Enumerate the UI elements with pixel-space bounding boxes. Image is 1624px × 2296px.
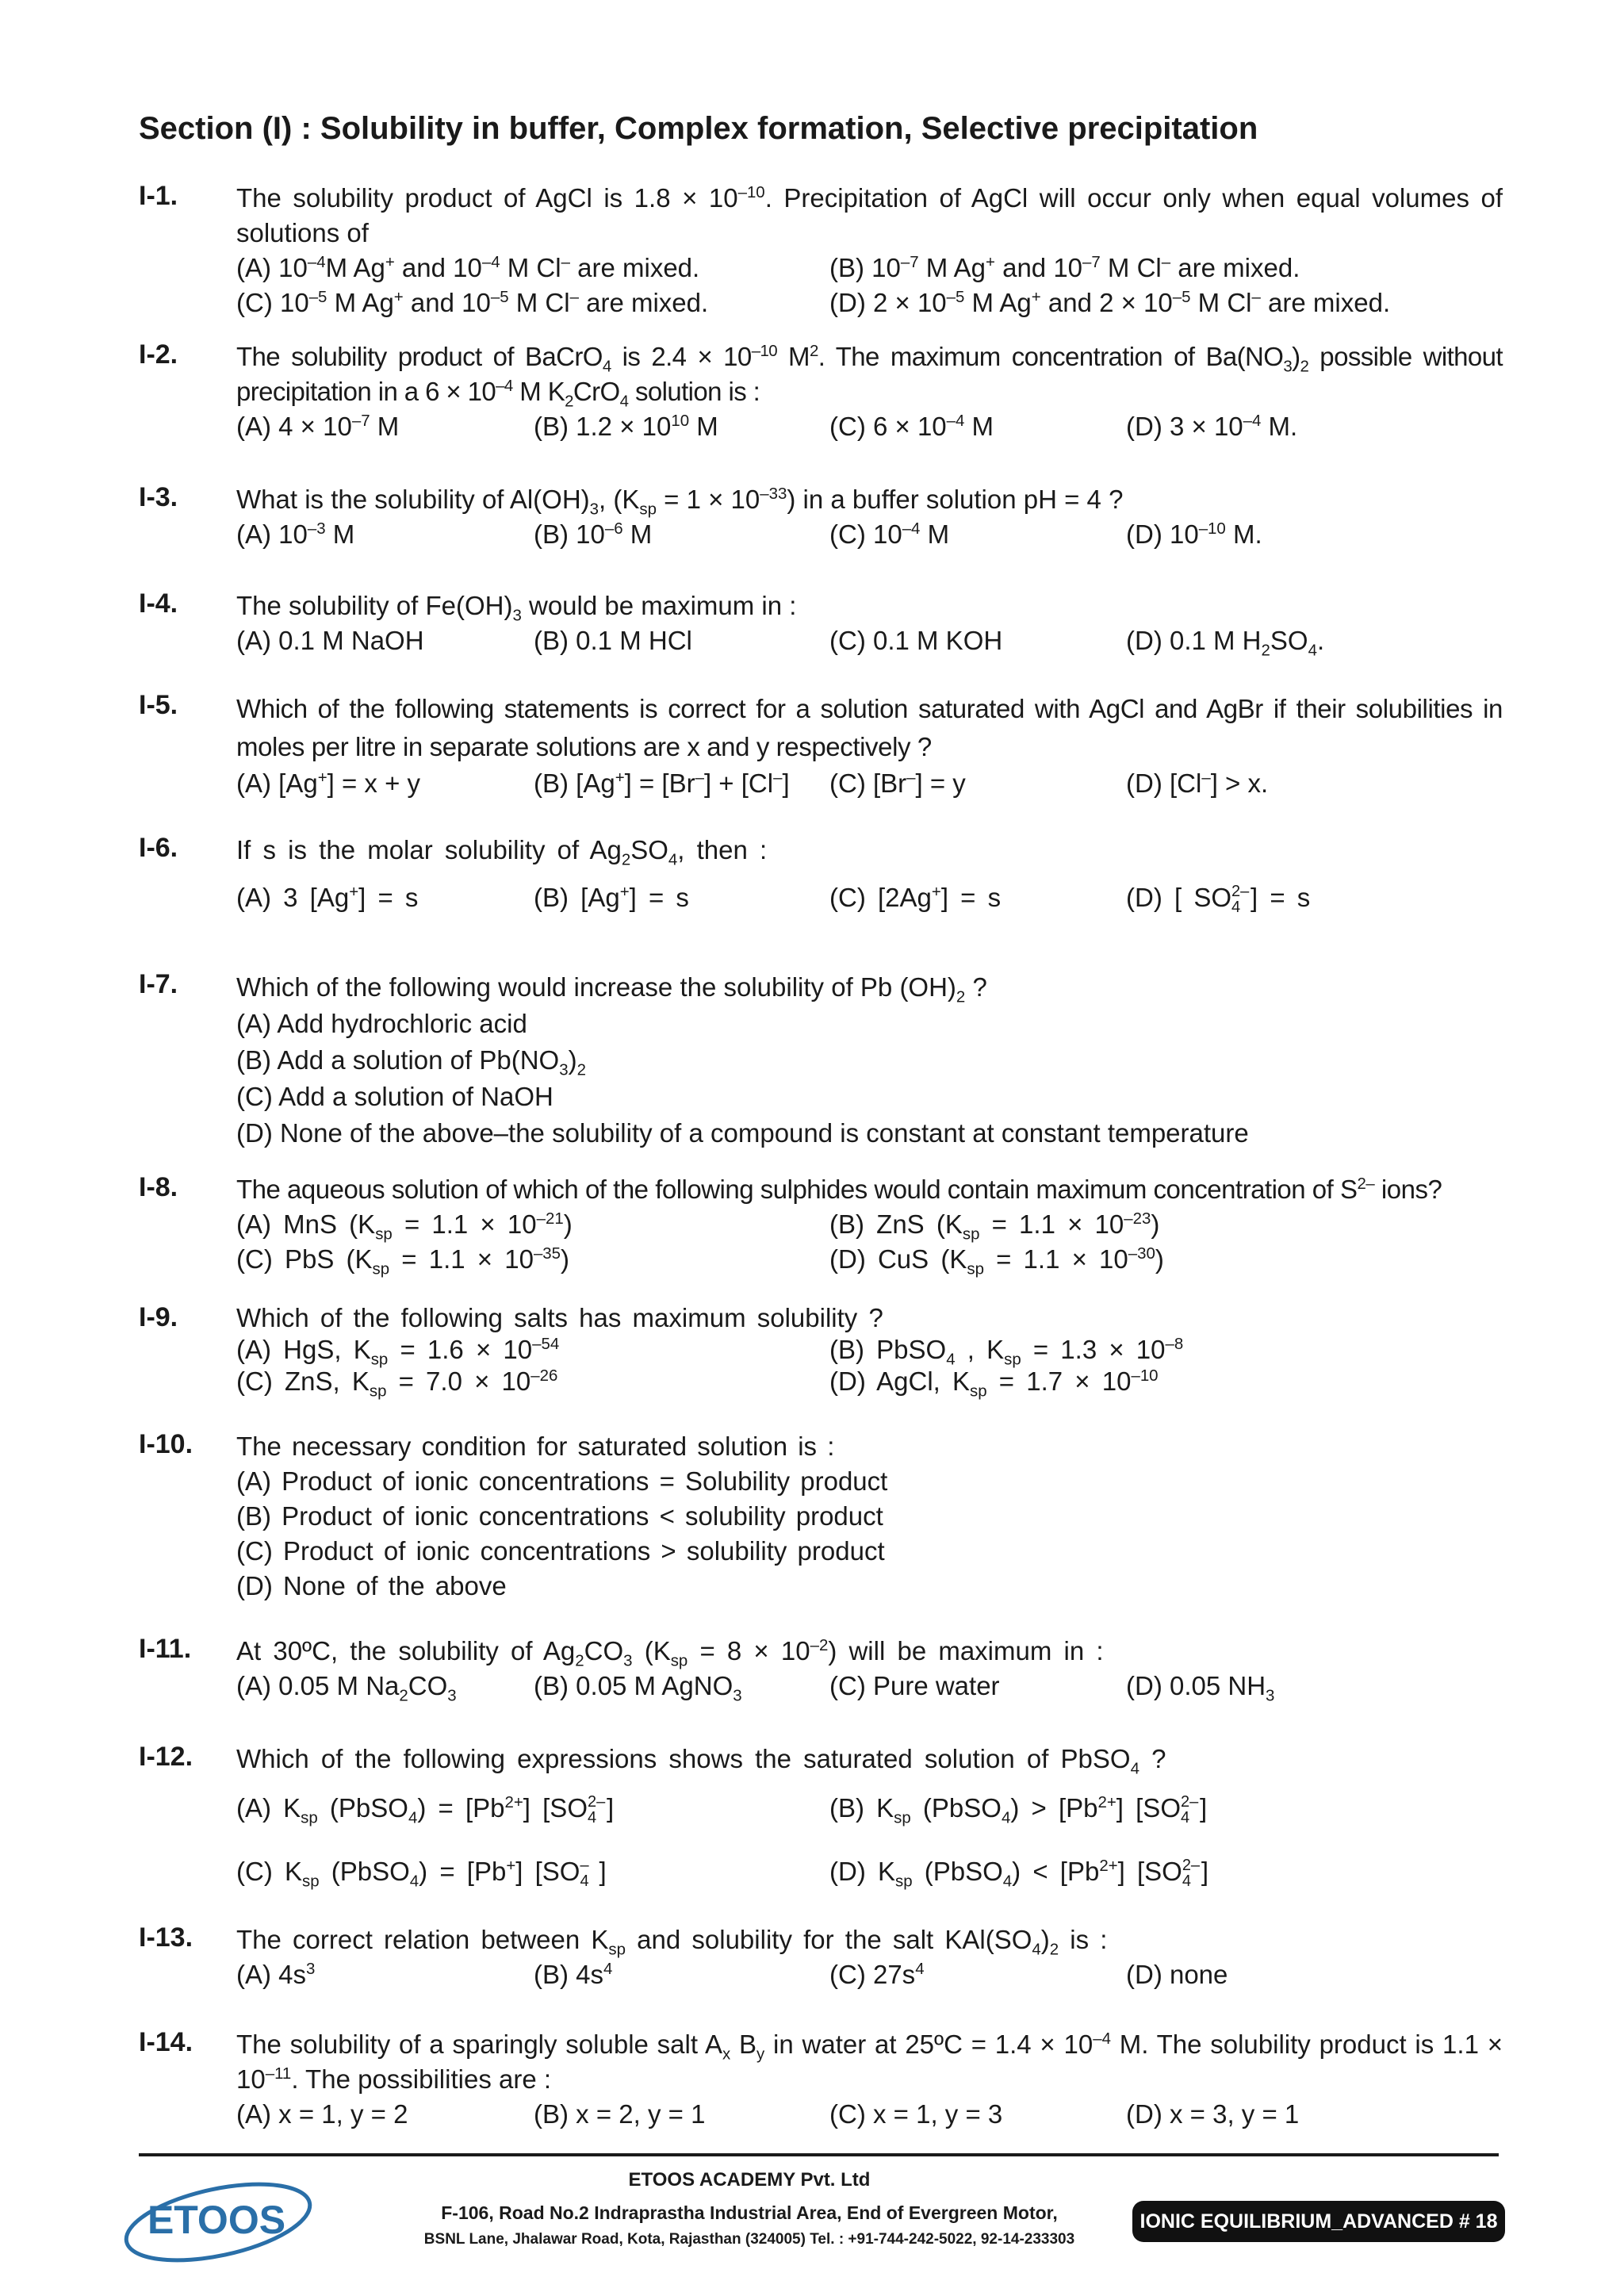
question-number: I-3. — [139, 482, 178, 512]
svg-text:ETOOS: ETOOS — [147, 2198, 286, 2242]
option-a: (A) 0.05 M $Na_2CO_3$ — [236, 1671, 457, 1705]
question-number: I-14. — [139, 2027, 193, 2057]
options-row — [236, 1854, 1503, 1889]
option-b: (B) [Ag+] = s — [534, 883, 689, 912]
option-a: (A) $10^{-4}M$ Ag+ and $10^{-4}$ M Cl– are mixed. — [236, 253, 700, 282]
option-b: (B) [Ag+] = [Br–] + [Cl–] — [534, 769, 790, 798]
question-body — [236, 2027, 1503, 2132]
option-c: (C) PbS $(K_{sp} = 1.1 \times 10^{-35})$ — [236, 1244, 570, 1278]
question-stem: The correct relation between $K_{sp}$ and solubility for the salt $KAl(SO_4)_2$ is : — [236, 1925, 1108, 1959]
option-b: (B) ZnS $(K_{sp} = 1.1 \times 10^{-23})$ — [829, 1209, 1160, 1244]
option-a: (A) HgS, $K_{sp} = 1.6 \times 10^{-54}$ — [236, 1335, 560, 1369]
option-d: (D) None of the above–the solubility of a compound is constant at constant temperature — [236, 1118, 1249, 1148]
option-a: (A) x = 1, y = 2 — [236, 2099, 408, 2129]
question-number: I-12. — [139, 1742, 193, 1772]
question-stem: The aqueous solution of which of the following sulphides would contain maximum concentration of $S^{2-}$ ions? — [236, 1175, 1442, 1204]
option-b: (B) $10^{-6}$ M — [534, 519, 653, 549]
question-body — [236, 339, 1503, 444]
question-stem: What is the solubility of $Al(OH)_3$, $(K_{sp} = 1 \times 10^{-33})$ in a buffer solution pH = 4 ? — [236, 485, 1124, 519]
question-number: I-7. — [139, 969, 178, 999]
footer-address-line1: F-106, Road No.2 Indraprastha Industrial Area, End of Evergreen Motor, — [441, 2202, 1058, 2223]
question-stem: The solubility product of BaCrO$_4$ is $2.4 \times 10^{-10}$ $M^2$. The maximum concentration of $Ba(NO_3)_2$ possible without precipitation in a $6 \times 10^{-4}$ M $K_2CrO_4$ solution is : — [236, 342, 1503, 411]
option-c: (C) 0.1 M KOH — [829, 626, 1003, 655]
option-b: (B) Product of ionic concentrations < solubility product — [236, 1501, 883, 1531]
option-a: (A) [Ag+] = x + y — [236, 769, 421, 798]
options-row — [236, 1334, 1503, 1369]
option-c: (C) ZnS, $K_{sp} = 7.0 \times 10^{-26}$ — [236, 1366, 558, 1401]
question-number: I-2. — [139, 339, 178, 370]
question-number: I-8. — [139, 1172, 178, 1202]
question-body — [236, 482, 1503, 552]
question-stem: The solubility of $Fe(OH)_3$ would be maximum in : — [236, 591, 797, 625]
options-row — [236, 1791, 1503, 1854]
question-stem: Which of the following expressions shows the saturated solution of PbSO$_4$ ? — [236, 1744, 1166, 1778]
option-d: (D) x = 3, y = 1 — [1126, 2099, 1300, 2129]
option-c: (C) Pure water — [829, 1671, 1000, 1700]
question-body — [236, 1742, 1503, 1889]
option-b: (B) x = 2, y = 1 — [534, 2099, 706, 2129]
option-c: (C) [2Ag+] = s — [829, 883, 1002, 912]
option-c: (C) [Br–] = y — [829, 769, 966, 798]
option-b: (B) $K_{sp}$ (PbSO$_4$) > $[Pb^{2+}]$ [SO 2– 4 ] — [829, 1793, 1208, 1827]
question-number: I-4. — [139, 588, 178, 619]
question-body — [236, 181, 1503, 320]
options-row — [236, 1669, 1503, 1704]
question-stem: The solubility product of AgCl is $1.8 \times 10^{-10}$. Precipitation of AgCl will occur only when equal volumes of solutions of — [236, 183, 1503, 247]
footer-rule — [139, 2153, 1499, 2156]
option-b: (B) Add a solution of $Pb(NO_3)_2$ — [236, 1045, 586, 1079]
question-stem: Which of the following statements is correct for a solution saturated with AgCl and AgBr if their solubilities in moles per litre in separate solutions are x and y respectively ? — [236, 694, 1503, 761]
question-body — [236, 1922, 1503, 1992]
options-row — [236, 1366, 1503, 1401]
question-body — [236, 833, 1503, 915]
question-number: I-13. — [139, 1922, 193, 1953]
footer-company: ETOOS ACADEMY Pvt. Ltd — [628, 2169, 871, 2191]
option-a: (A) Add hydrochloric acid — [236, 1009, 527, 1038]
options-row — [236, 2097, 1503, 2132]
question-stem: At 30ºC, the solubility of $Ag_2CO_3$ $(K_{sp} = 8 \times 10^{-2})$ will be maximum in : — [236, 1636, 1104, 1670]
question-stem: The necessary condition for saturated solution is : — [236, 1432, 835, 1461]
page-label-badge: IONIC EQUILIBRIUM_ADVANCED # 18 — [1132, 2201, 1505, 2242]
option-c: (C) $K_{sp}$ (PbSO$_4$) = [Pb+] [SO – 4 ] — [236, 1857, 607, 1891]
option-b: (B) $4s^4$ — [534, 1960, 613, 1989]
options-row — [236, 880, 1503, 915]
options-row — [236, 1957, 1503, 1992]
question-number: I-5. — [139, 690, 178, 720]
options-row — [236, 517, 1503, 552]
question-number: I-6. — [139, 833, 178, 863]
footer-address-line2: BSNL Lane, Jhalawar Road, Kota, Rajasthan (324005) Tel. : +91-744-242-5022, 92-14-233303 — [423, 2231, 1075, 2248]
question-stem: Which of the following would increase the solubility of Pb $(OH)_2$ ? — [236, 972, 987, 1006]
option-d: (D) $2 \times 10^{-5}$ M Ag+ and $2 \times 10^{-5}$ M Cl– are mixed. — [829, 288, 1391, 317]
question-body — [236, 1634, 1503, 1704]
options-row — [236, 766, 1503, 801]
options-row — [236, 1207, 1503, 1242]
option-d: (D) AgCl, $K_{sp} = 1.7 \times 10^{-10}$ — [829, 1366, 1159, 1401]
options-row — [236, 623, 1503, 658]
option-a: (A) 0.1 M NaOH — [236, 626, 424, 655]
option-a: (A) Product of ionic concentrations = Solubility product — [236, 1466, 888, 1496]
option-d: (D) $3 \times 10^{-4}$ M. — [1126, 412, 1298, 441]
options-row — [236, 251, 1503, 286]
section-title: Section (I) : Solubility in buffer, Complex formation, Selective precipitation — [139, 111, 1258, 146]
option-c: (C) $10^{-4}$ M — [829, 519, 950, 549]
question-stem: Which of the following salts has maximum solubility ? — [236, 1303, 883, 1332]
option-a: (A) $10^{-3}$ M — [236, 519, 355, 549]
option-a: (A) $K_{sp}$ (PbSO$_4$) = $[Pb^{2+}]$ [SO 2– 4 ] — [236, 1793, 615, 1827]
options-row — [236, 1242, 1503, 1277]
option-b: (B) PbSO$_4$ , $K_{sp} = 1.3 \times 10^{-8}$ — [829, 1335, 1184, 1369]
option-c: (C) $10^{-5}$ M Ag+ and $10^{-5}$ M Cl– are mixed. — [236, 288, 709, 317]
question-number: I-10. — [139, 1429, 193, 1459]
question-number: I-9. — [139, 1302, 178, 1332]
option-d: (D) $K_{sp}$ (PbSO$_4$) < $[Pb^{2+}]$ [SO 2– 4 ] — [829, 1857, 1208, 1891]
question-body — [236, 690, 1503, 801]
option-b: (B) $10^{-7}$ M Ag+ and $10^{-7}$ M Cl– are mixed. — [829, 253, 1300, 282]
option-d: (D) [Cl–] > x. — [1126, 769, 1269, 798]
option-d: (D) 0.1 M $H_2SO_4$. — [1126, 626, 1325, 660]
question-body — [236, 1429, 1503, 1604]
question-stem: The solubility of a sparingly soluble salt $A_x$ $B_y$ in water at 25ºC = $1.4 \times 10^{-4}$ M. The solubility product is $1.1 \times 10^{-11}$. The possibilities are : — [236, 2030, 1503, 2094]
question-stem: If s is the molar solubility of $Ag_2SO_4$, then : — [236, 835, 768, 869]
option-c: (C) Product of ionic concentrations > solubility product — [236, 1536, 885, 1566]
option-d: (D) $10^{-10}$ M. — [1126, 519, 1262, 549]
question-body — [236, 1302, 1503, 1401]
question-body — [236, 969, 1503, 1152]
question-number: I-11. — [139, 1634, 192, 1664]
question-body — [236, 588, 1503, 658]
options-row — [236, 286, 1503, 320]
option-b: (B) $1.2 \times 10^{10}$ M — [534, 412, 718, 441]
options-row — [236, 409, 1503, 444]
question-body — [236, 1172, 1503, 1277]
option-a: (A) $4s^3$ — [236, 1960, 316, 1989]
option-c: (C) $27s^4$ — [829, 1960, 925, 1989]
option-d: (D) 0.05 $NH_3$ — [1126, 1671, 1275, 1705]
option-d: (D) CuS $(K_{sp} = 1.1 \times 10^{-30})$ — [829, 1244, 1164, 1278]
option-b: (B) 0.1 M HCl — [534, 626, 692, 655]
option-a: (A) MnS $(K_{sp} = 1.1 \times 10^{-21})$ — [236, 1209, 573, 1244]
option-d: (D) None of the above — [236, 1571, 507, 1600]
option-b: (B) 0.05 M AgNO$_3$ — [534, 1671, 742, 1705]
question-number: I-1. — [139, 181, 178, 211]
option-d: (D) [ SO 2– 4 ] = s — [1126, 883, 1311, 917]
option-c: (C) x = 1, y = 3 — [829, 2099, 1003, 2129]
etoos-logo-icon — [115, 2173, 321, 2268]
option-a: (A) $4 \times 10^{-7}$ M — [236, 412, 400, 441]
option-c: (C) $6 \times 10^{-4}$ M — [829, 412, 994, 441]
option-c: (C) Add a solution of NaOH — [236, 1082, 553, 1111]
option-a: (A) 3 [Ag+] = s — [236, 883, 419, 912]
option-d: (D) none — [1126, 1960, 1228, 1989]
